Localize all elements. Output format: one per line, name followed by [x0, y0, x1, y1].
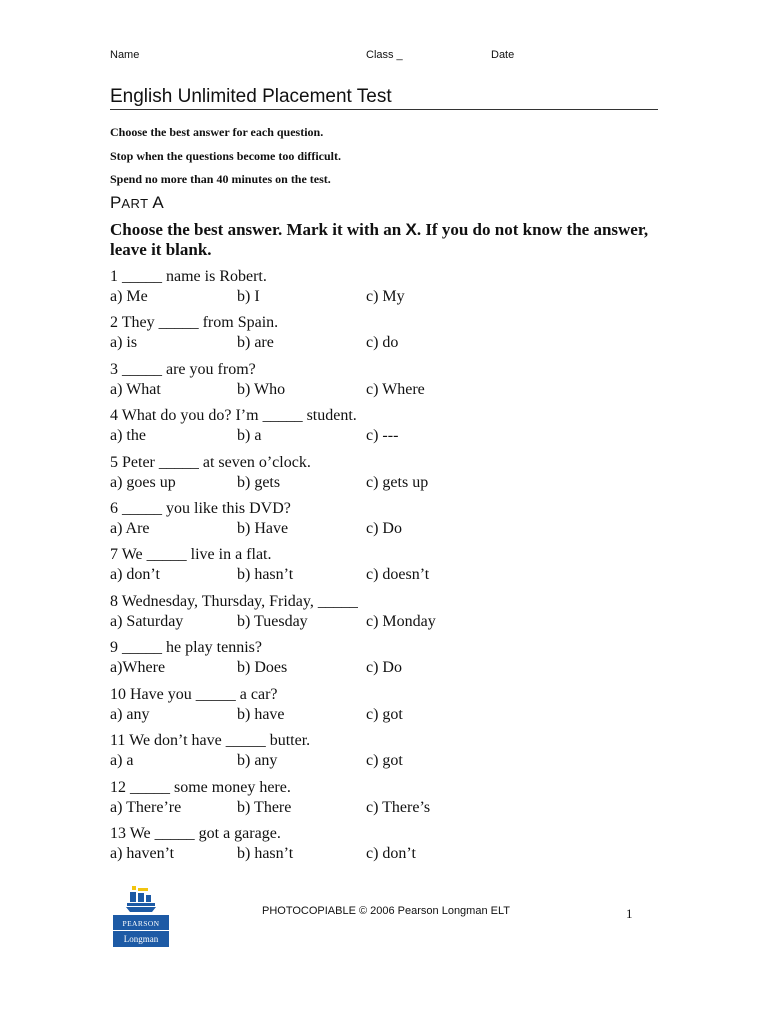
question-5	[110, 453, 670, 493]
option-a[interactable]: a)Where	[110, 659, 166, 676]
option-c[interactable]: c) do	[366, 334, 399, 351]
question-8	[110, 592, 670, 632]
question-stem: 12 _____ some money here.	[110, 779, 291, 796]
option-b[interactable]: b) are	[237, 334, 274, 351]
option-c[interactable]: c) got	[366, 706, 403, 723]
option-b[interactable]: b) have	[237, 706, 285, 723]
question-6	[110, 499, 670, 539]
option-b[interactable]: b) hasn’t	[237, 566, 294, 583]
part-heading	[110, 193, 164, 213]
part-heading-letter: A	[152, 193, 164, 212]
option-c[interactable]: c) ---	[366, 427, 399, 444]
question-stem: 3 _____ are you from?	[110, 361, 256, 378]
option-a[interactable]: a) Are	[110, 520, 150, 537]
title-rule	[110, 109, 658, 110]
option-c[interactable]: c) got	[366, 752, 403, 769]
option-b[interactable]: b) Who	[237, 381, 286, 398]
option-a[interactable]: a) the	[110, 427, 146, 444]
option-a[interactable]: a) What	[110, 381, 161, 398]
option-c[interactable]: c) Do	[366, 520, 402, 537]
question-stem: 1 _____ name is Robert.	[110, 268, 267, 285]
option-b[interactable]: b) a	[237, 427, 262, 444]
part-heading-rest: ART	[121, 196, 149, 211]
option-c[interactable]: c) Do	[366, 659, 402, 676]
option-a[interactable]: a) any	[110, 706, 150, 723]
question-stem: 11 We don’t have _____ butter.	[110, 732, 311, 749]
directions-x-mark: X	[405, 220, 417, 239]
directions-before: Choose the best answer. Mark it with an	[110, 220, 406, 239]
logo-pearson-text: PEARSON	[122, 919, 160, 928]
pearson-longman-logo	[112, 884, 170, 948]
option-b[interactable]: b) There	[237, 799, 292, 816]
instruction-2: Stop when the questions become too difficult.	[110, 149, 342, 163]
option-c[interactable]: c) My	[366, 288, 405, 305]
option-b[interactable]: b) Tuesday	[237, 613, 308, 630]
part-directions	[110, 220, 650, 260]
question-stem: 9 _____ he play tennis?	[110, 639, 262, 656]
question-stem: 2 They _____ from Spain.	[110, 314, 279, 331]
page-number: 1	[626, 906, 633, 921]
question-13	[110, 824, 670, 864]
option-c[interactable]: c) Where	[366, 381, 425, 398]
part-heading-initial: P	[110, 193, 122, 212]
option-b[interactable]: b) I	[237, 288, 260, 305]
option-c[interactable]: c) doesn’t	[366, 566, 430, 583]
ship-icon	[112, 884, 170, 948]
directions-after: . If you do not know the answer, leave it blank.	[110, 220, 649, 259]
option-a[interactable]: a) Me	[110, 288, 148, 305]
question-2	[110, 313, 670, 353]
option-a[interactable]: a) don’t	[110, 566, 160, 583]
page-title: English Unlimited Placement Test	[110, 86, 392, 107]
option-a[interactable]: a) haven’t	[110, 845, 175, 862]
question-stem: 8 Wednesday, Thursday, Friday, _____	[110, 593, 358, 610]
question-10	[110, 685, 670, 725]
name-label: Name	[110, 49, 140, 61]
question-stem: 10 Have you _____ a car?	[110, 686, 278, 703]
question-9	[110, 638, 670, 678]
question-4	[110, 406, 670, 446]
option-a[interactable]: a) There’re	[110, 799, 182, 816]
option-a[interactable]: a) Saturday	[110, 613, 184, 630]
question-stem: 4 What do you do? I’m _____ student.	[110, 407, 357, 424]
logo-longman-text: Longman	[123, 934, 159, 944]
question-1	[110, 267, 670, 307]
question-12	[110, 778, 670, 818]
option-b[interactable]: b) hasn’t	[237, 845, 294, 862]
option-a[interactable]: a) a	[110, 752, 134, 769]
option-c[interactable]: c) There’s	[366, 799, 431, 816]
option-b[interactable]: b) Does	[237, 659, 288, 676]
date-label: Date	[491, 49, 515, 61]
option-b[interactable]: b) any	[237, 752, 278, 769]
question-stem: 13 We _____ got a garage.	[110, 825, 281, 842]
option-b[interactable]: b) gets	[237, 474, 281, 491]
class-label: Class _	[366, 49, 403, 61]
option-c[interactable]: c) don’t	[366, 845, 416, 862]
question-stem: 6 _____ you like this DVD?	[110, 500, 291, 517]
question-11	[110, 731, 670, 771]
option-c[interactable]: c) gets up	[366, 474, 429, 491]
option-b[interactable]: b) Have	[237, 520, 289, 537]
option-a[interactable]: a) goes up	[110, 474, 176, 491]
instruction-1: Choose the best answer for each question.	[110, 125, 324, 139]
footer-copyright: PHOTOCOPIABLE © 2006 Pearson Longman ELT	[262, 905, 510, 917]
question-3	[110, 360, 670, 400]
question-7	[110, 545, 670, 585]
option-c[interactable]: c) Monday	[366, 613, 436, 630]
instruction-3: Spend no more than 40 minutes on the test.	[110, 172, 331, 186]
option-a[interactable]: a) is	[110, 334, 138, 351]
question-stem: 5 Peter _____ at seven o’clock.	[110, 454, 311, 471]
question-stem: 7 We _____ live in a flat.	[110, 546, 272, 563]
